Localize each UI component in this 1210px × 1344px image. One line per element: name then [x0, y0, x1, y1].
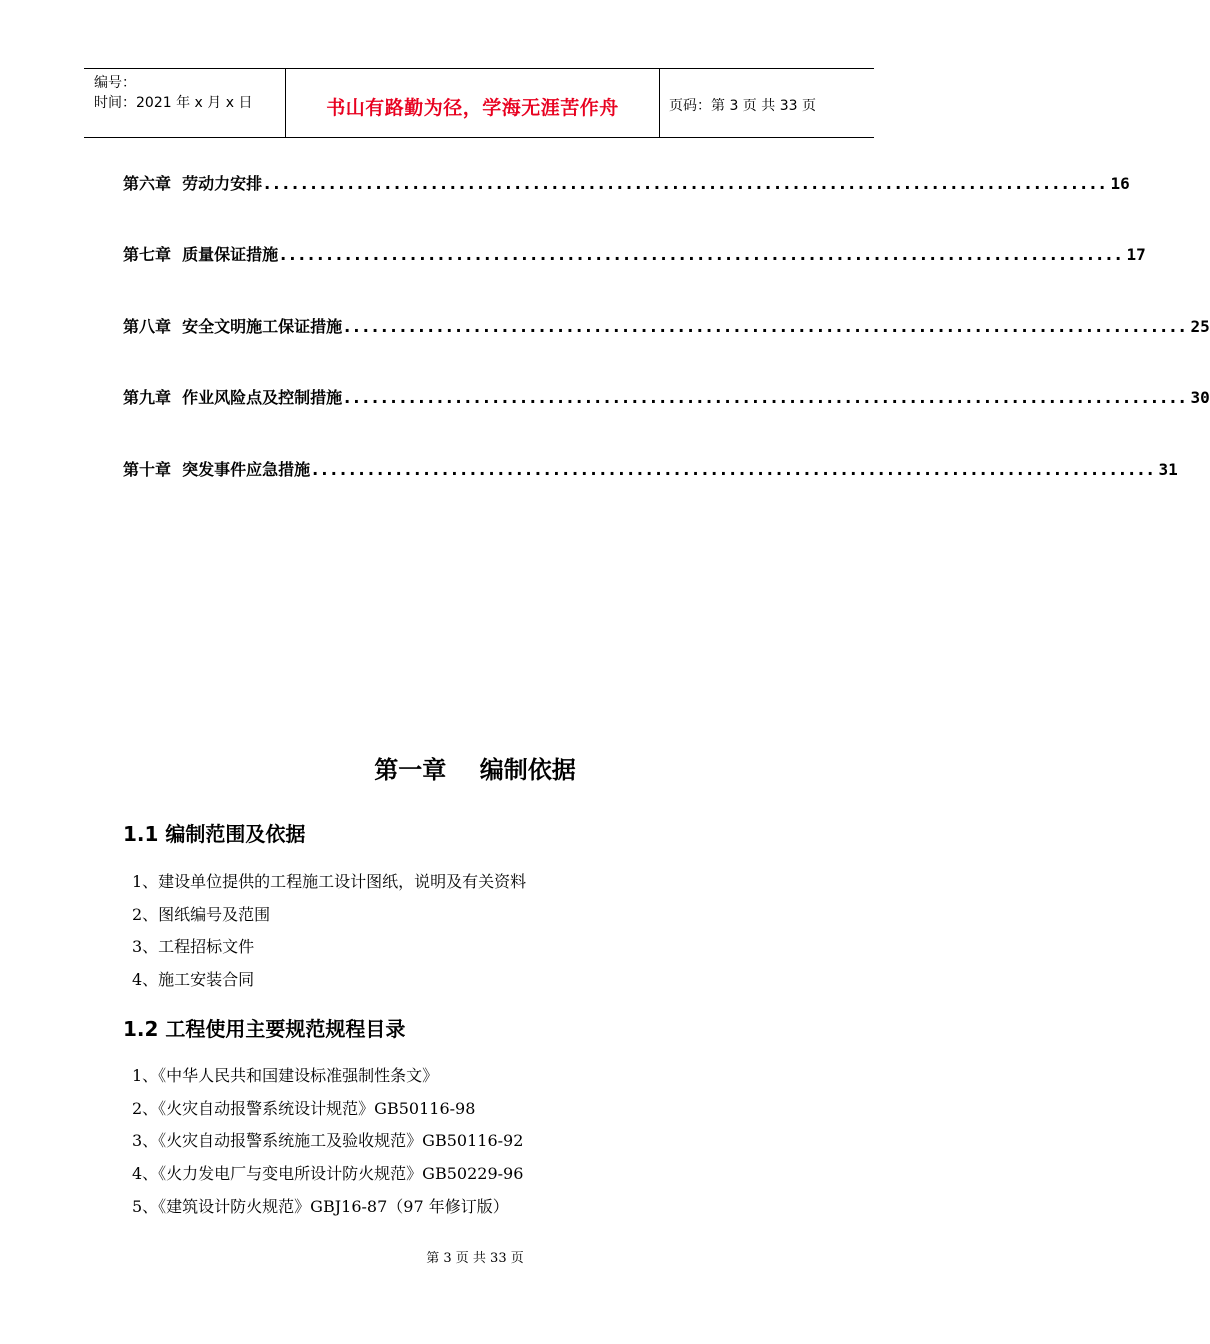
list-item: 3、工程招标文件 [132, 937, 255, 956]
toc-entry-page: 16 [1110, 174, 1130, 193]
list-item: 2、图纸编号及范围 [132, 905, 271, 924]
chapter-title: 第一章 编制依据 [374, 756, 576, 784]
toc-entry[interactable] [123, 314, 1210, 337]
toc-entry-page: 31 [1158, 460, 1178, 479]
toc-leader-dots: ........................................................................................... [264, 174, 1109, 193]
toc-entry[interactable] [123, 242, 1146, 265]
list-item: 1、建设单位提供的工程施工设计图纸，说明及有关资料 [132, 872, 527, 891]
header-page-cell [659, 69, 874, 137]
list-item: 1、《中华人民共和国建设标准强制性条文》 [132, 1066, 439, 1085]
list-item: 2、《火灾自动报警系统设计规范》GB50116-98 [132, 1099, 476, 1118]
toc-leader-dots: ........................................................................................... [280, 245, 1125, 264]
list-item: 5、《建筑设计防火规范》GBJ16-87（97 年修订版） [132, 1197, 509, 1216]
toc-entry[interactable] [123, 385, 1210, 408]
list-item: 3、《火灾自动报警系统施工及验收规范》GB50116-92 [132, 1131, 524, 1150]
toc-entry-page: 30 [1190, 388, 1210, 407]
toc-entry[interactable] [123, 171, 1130, 194]
toc-leader-dots: ........................................................................................... [344, 388, 1189, 407]
header-info-cell [84, 69, 285, 137]
toc-entry-page: 25 [1190, 317, 1210, 336]
page-footer: 第 3 页 共 33 页 [426, 1251, 524, 1266]
document-time-label: 时间：2021 年 x 月 x 日 [94, 95, 253, 111]
header-motto-cell [285, 69, 660, 137]
section-title: 1.1 编制范围及依据 [123, 822, 306, 846]
list-item: 4、《火力发电厂与变电所设计防火规范》GB50229-96 [132, 1164, 524, 1183]
header-page-number: 页码：第 3 页 共 33 页 [669, 98, 816, 114]
list-item: 4、施工安装合同 [132, 970, 255, 989]
toc-entry-label: 第十章 突发事件应急措施 [123, 460, 311, 479]
section-title: 1.2 工程使用主要规范规程目录 [123, 1017, 406, 1041]
toc-leader-dots: ........................................................................................... [344, 317, 1189, 336]
toc-entry-label: 第八章 安全文明施工保证措施 [123, 317, 343, 336]
toc-entry-label: 第九章 作业风险点及控制措施 [123, 388, 343, 407]
toc-entry[interactable] [123, 457, 1178, 480]
document-number-label: 编号： [94, 75, 136, 91]
header-motto: 书山有路勤为径，学海无涯苦作舟 [326, 97, 619, 119]
toc-leader-dots: ........................................................................................... [312, 460, 1157, 479]
toc-entry-label: 第七章 质量保证措施 [123, 245, 279, 264]
page-header [84, 68, 874, 138]
toc-entry-label: 第六章 劳动力安排 [123, 174, 263, 193]
toc-entry-page: 17 [1126, 245, 1146, 264]
